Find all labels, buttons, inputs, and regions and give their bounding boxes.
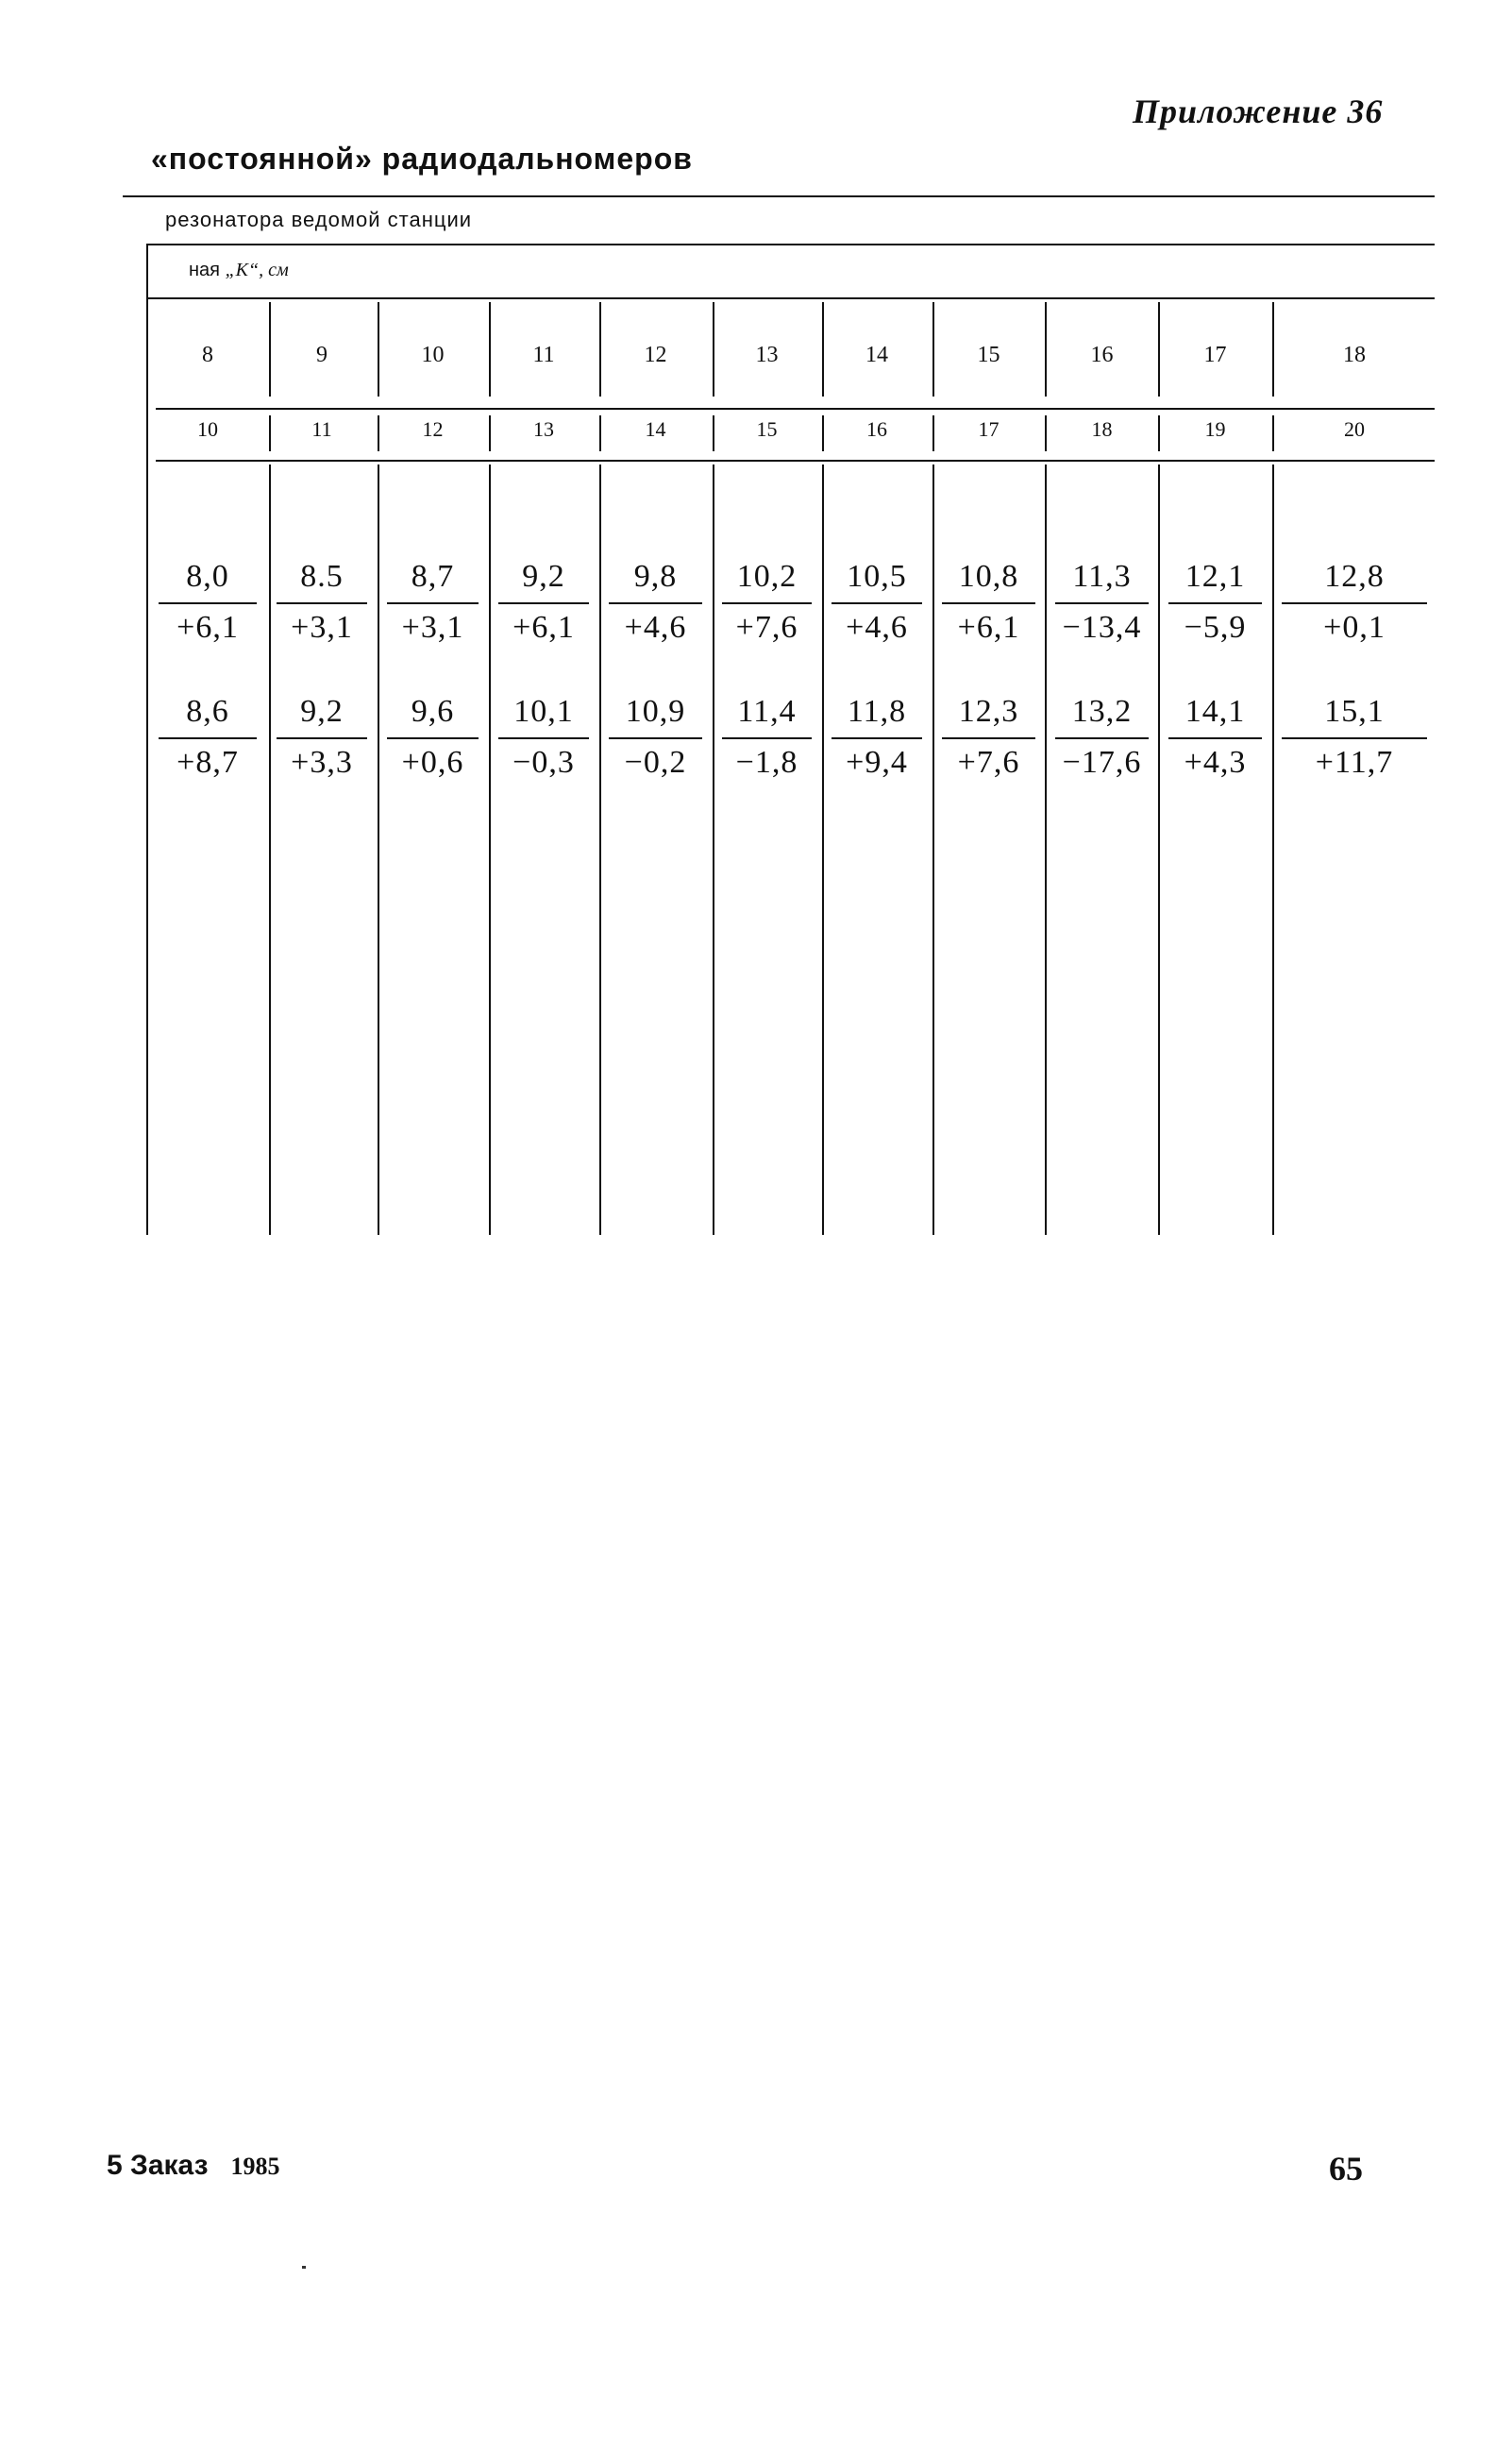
header-cell-n: 16: [866, 417, 887, 441]
value-denominator: +11,7: [1315, 745, 1394, 780]
header-cell-n: 20: [1344, 417, 1365, 441]
value-numerator: 9,2: [300, 694, 344, 729]
print-speck: [302, 2266, 306, 2269]
fraction-bar: [159, 602, 257, 604]
value-numerator: 10,2: [736, 559, 798, 594]
header-cell-k: 12: [644, 343, 667, 367]
header-cell-n: 15: [756, 417, 778, 441]
subheader-column-separator: [1158, 415, 1160, 451]
header-cell-k: 14: [865, 343, 888, 367]
header-cell-k: 11: [532, 343, 555, 367]
fraction-bar: [1282, 737, 1427, 739]
fraction-bar: [722, 737, 812, 739]
header-column-separator: [1045, 302, 1047, 397]
value-denominator: +0,6: [401, 745, 464, 780]
value-denominator: +7,6: [957, 745, 1020, 780]
value-numerator: 8,7: [411, 559, 455, 594]
value-numerator: 12,8: [1324, 559, 1385, 594]
fraction-bar: [722, 602, 812, 604]
header-cell-k: 18: [1343, 343, 1366, 367]
value-denominator: +0,1: [1323, 610, 1386, 645]
footer-year: 1985: [230, 2153, 280, 2180]
fraction-bar: [609, 737, 702, 739]
value-numerator: 9,6: [411, 694, 455, 729]
header-cell-n: 14: [645, 417, 666, 441]
value-numerator: 11,3: [1072, 559, 1132, 594]
footer-order-label: 5 Заказ: [107, 2150, 209, 2181]
header-cell-n: 10: [197, 417, 218, 441]
header-cell-n: 18: [1091, 417, 1113, 441]
value-denominator: +3,1: [401, 610, 464, 645]
value-numerator: 10,8: [958, 559, 1019, 594]
value-denominator: −5,9: [1184, 610, 1247, 645]
value-denominator: −0,2: [624, 745, 687, 780]
value-denominator: +3,1: [291, 610, 353, 645]
fraction-bar: [159, 737, 257, 739]
value-numerator: 8,0: [186, 559, 229, 594]
value-denominator: +4,6: [624, 610, 687, 645]
fraction-bar: [498, 737, 589, 739]
appendix-label: Приложение 36: [1133, 93, 1384, 130]
body-column-separator: [1045, 464, 1047, 1235]
fraction-bar: [832, 737, 922, 739]
fraction-bar: [1055, 602, 1149, 604]
fraction-bar: [498, 602, 589, 604]
value-numerator: 12,1: [1184, 559, 1246, 594]
header-cell-k: 9: [316, 343, 328, 367]
subtitle-k-prefix: ная: [189, 260, 226, 280]
value-denominator: −0,3: [512, 745, 575, 780]
value-denominator: −17,6: [1062, 745, 1142, 780]
value-denominator: +6,1: [512, 610, 575, 645]
value-numerator: 11,8: [847, 694, 907, 729]
fraction-bar: [277, 737, 367, 739]
value-numerator: 8,6: [186, 694, 229, 729]
fraction-bar: [832, 602, 922, 604]
value-numerator: 10,5: [847, 559, 907, 594]
value-denominator: −1,8: [735, 745, 798, 780]
header-cell-n: 13: [533, 417, 554, 441]
value-denominator: +6,1: [957, 610, 1020, 645]
header-cell-k: 10: [421, 343, 445, 367]
fraction-bar: [277, 602, 367, 604]
fraction-bar: [1168, 602, 1262, 604]
fraction-bar: [942, 737, 1035, 739]
value-numerator: 11,4: [737, 694, 797, 729]
footer-order: [107, 2150, 279, 2182]
rule-below-resonator: [146, 244, 1435, 245]
value-denominator: −13,4: [1062, 610, 1142, 645]
fraction-bar: [1168, 737, 1262, 739]
header-cell-k: 8: [202, 343, 213, 367]
subtitle-resonator: резонатора ведомой станции: [165, 208, 473, 231]
value-numerator: 8.5: [300, 559, 344, 594]
header-cell-n: 19: [1204, 417, 1226, 441]
header-cell-n: 11: [311, 417, 332, 441]
value-numerator: 15,1: [1324, 694, 1385, 729]
page-title: «постоянной» радиодальномеров: [151, 142, 693, 176]
header-cell-k: 16: [1090, 343, 1114, 367]
fraction-bar: [609, 602, 702, 604]
subheader-column-separator: [1045, 415, 1047, 451]
header-cell-k: 17: [1203, 343, 1227, 367]
subtitle-k: [189, 260, 289, 281]
header-cell-k: 15: [977, 343, 1000, 367]
value-numerator: 13,2: [1071, 694, 1133, 729]
header-cell-n: 12: [422, 417, 444, 441]
value-numerator: 14,1: [1184, 694, 1246, 729]
value-numerator: 9,2: [522, 559, 565, 594]
value-denominator: +9,4: [846, 745, 908, 780]
fraction-bar: [387, 737, 479, 739]
value-denominator: +4,6: [846, 610, 908, 645]
rule-mid-header: [156, 408, 1435, 410]
header-column-separator: [1158, 302, 1160, 397]
header-cell-k: 13: [755, 343, 779, 367]
value-denominator: +8,7: [176, 745, 239, 780]
value-numerator: 10,1: [513, 694, 574, 729]
value-numerator: 9,8: [633, 559, 678, 594]
table-left-border: [146, 244, 148, 1235]
rule-below-header: [156, 460, 1435, 462]
value-denominator: +7,6: [735, 610, 798, 645]
subtitle-k-italic: „К“, см: [225, 260, 289, 280]
value-numerator: 12,3: [958, 694, 1019, 729]
rule-top: [123, 195, 1435, 197]
fraction-bar: [1282, 602, 1427, 604]
header-cell-n: 17: [978, 417, 1000, 441]
value-denominator: +6,1: [176, 610, 239, 645]
fraction-bar: [387, 602, 479, 604]
fraction-bar: [1055, 737, 1149, 739]
page-number: 65: [1329, 2150, 1363, 2187]
fraction-bar: [942, 602, 1035, 604]
value-denominator: +3,3: [291, 745, 353, 780]
body-column-separator: [1158, 464, 1160, 1235]
value-numerator: 10,9: [625, 694, 686, 729]
value-denominator: +4,3: [1184, 745, 1247, 780]
rule-below-k: [146, 297, 1435, 299]
